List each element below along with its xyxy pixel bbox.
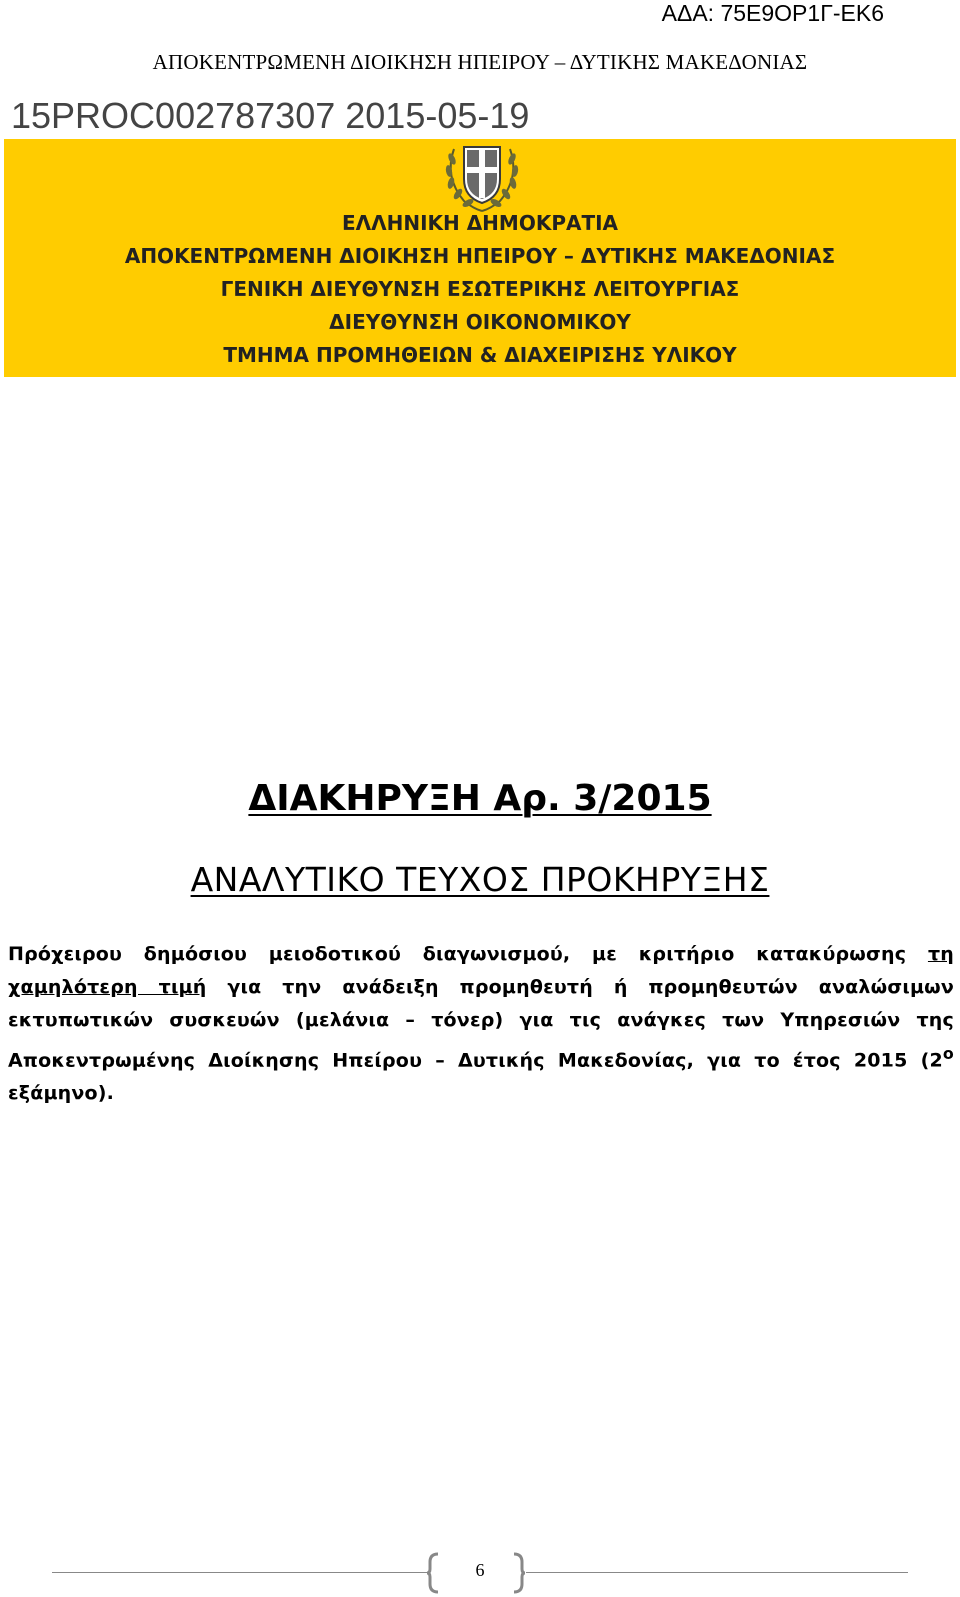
- declaration-title: [0, 778, 960, 819]
- footer-divider-left: [52, 1572, 428, 1573]
- declaration-title-text: ΔΙΑΚΗΡΥΞΗ Αρ. 3/2015: [248, 778, 712, 819]
- running-header: ΑΠΟΚΕΝΤΡΩΜΕΝΗ ΔΙΟΙΚΗΣΗ ΗΠΕΙΡΟΥ – ΔΥΤΙΚΗΣ ΜΑΚΕΔΟΝΙΑΣ: [152, 50, 808, 74]
- description-underlined-criterion: τη χαμηλότερη τιμή: [8, 943, 954, 998]
- greek-coat-of-arms-icon: [440, 139, 524, 215]
- left-brace-icon: [426, 1552, 440, 1594]
- organization-banner: [4, 139, 956, 377]
- page-number: 6: [475, 1560, 485, 1580]
- banner-line-general-directorate: ΓΕΝΙΚΗ ΔΙΕΥΘΥΝΣΗ ΕΣΩΤΕΡΙΚΗΣ ΛΕΙΤΟΥΡΓΙΑΣ: [220, 277, 740, 301]
- tender-description: [8, 938, 954, 1110]
- declaration-subtitle-text: ΑΝΑΛΥΤΙΚΟ ΤΕΥΧΟΣ ΠΡΟΚΗΡΥΞΗΣ: [190, 860, 770, 899]
- footer-divider-right: [526, 1572, 908, 1573]
- banner-line-finance-directorate: ΔΙΕΥΘΥΝΣΗ ΟΙΚΟΝΟΜΙΚΟΥ: [329, 310, 631, 334]
- banner-line-procurement-department: ΤΜΗΜΑ ΠΡΟΜΗΘΕΙΩΝ & ΔΙΑΧΕΙΡΙΣΗΣ ΥΛΙΚΟΥ: [223, 343, 737, 367]
- banner-line-administration: ΑΠΟΚΕΝΤΡΩΜΕΝΗ ΔΙΟΙΚΗΣΗ ΗΠΕΙΡΟΥ – ΔΥΤΙΚΗΣ ΜΑΚΕΔΟΝΙΑΣ: [124, 244, 836, 268]
- ada-code: ΑΔΑ: 75Ε9ΟΡ1Γ-ΕΚ6: [661, 0, 884, 26]
- description-part-2: για την ανάδειξη προμηθευτή ή προμηθευτών αναλώσιμων εκτυπωτικών συσκευών (μελάνια – τόνερ) για τις ανάγκες των Υπηρεσιών της Αποκεντρωμένης Διοίκησης Ηπείρου – Δυτικής Μακεδονίας, για το έτος 2015 (2: [8, 976, 954, 1072]
- description-part-3: εξάμηνο).: [8, 1082, 115, 1105]
- proc-id: 15PROC002787307 2015-05-19: [11, 95, 530, 136]
- description-part-1: Πρόχειρου δημόσιου μειοδοτικού διαγωνισμού, με κριτήριο κατακύρωσης: [8, 943, 928, 965]
- description-superscript: ο: [942, 1044, 954, 1063]
- right-brace-icon: [512, 1552, 526, 1594]
- declaration-subtitle: [0, 860, 960, 899]
- banner-line-republic: ΕΛΛΗΝΙΚΗ ΔΗΜΟΚΡΑΤΙΑ: [341, 211, 619, 235]
